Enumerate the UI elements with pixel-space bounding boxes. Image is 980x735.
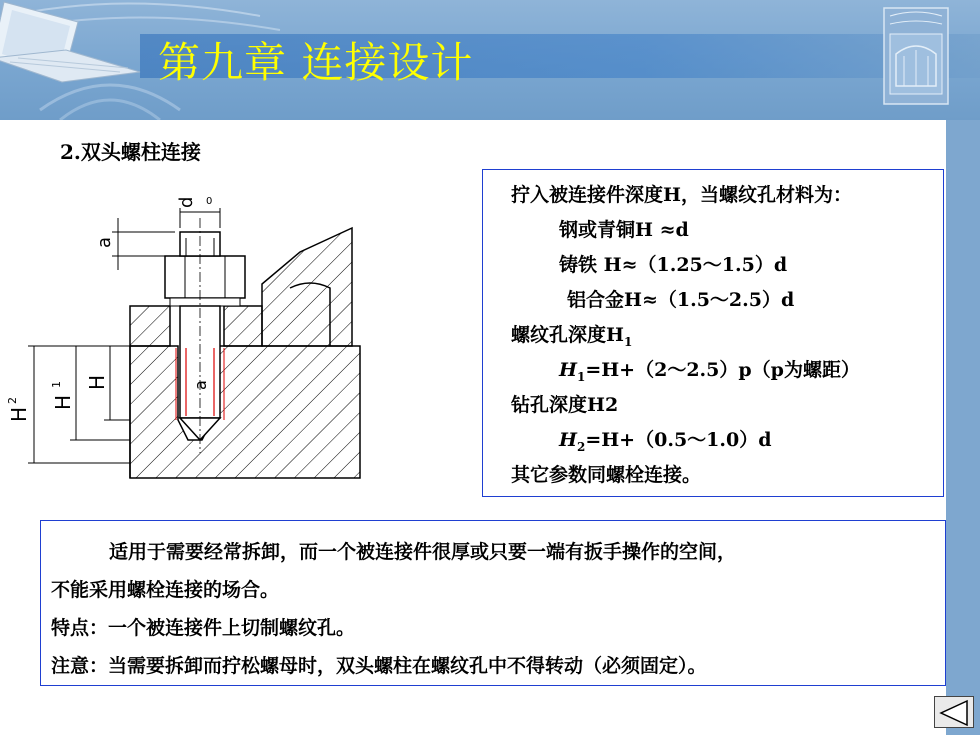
label-H2: H (7, 406, 31, 422)
box1-line-4: 铝合金H≈（1.5～2.5）d (567, 289, 795, 311)
box1-line-6 (511, 353, 943, 388)
box1-line-5 (511, 318, 943, 353)
label-d0: d (176, 196, 197, 208)
box2-line-2: 不能采用螺栓连接的场合。 (51, 579, 280, 601)
label-a-inner: a (191, 380, 210, 390)
box1-line-1: 拧入被连接件深度H，当螺纹孔材料为： (511, 184, 852, 206)
previous-slide-triangle-icon (935, 697, 975, 729)
box1-line-8-sub: 2 (576, 439, 586, 454)
header-decoration (0, 0, 980, 120)
box2-line-1: 适用于需要经常拆卸，而一个被连接件很厚或只要一端有扳手操作的空间， (109, 541, 737, 563)
stud-connection-drawing (0, 178, 380, 498)
label-H: H (85, 374, 109, 390)
box1-line-6-c: =H+（2～2.5）p（p为螺距） (585, 359, 860, 381)
box1-line-5-sub: 1 (623, 334, 633, 349)
box2-line-3: 特点：一个被连接件上切制螺纹孔。 (51, 617, 356, 639)
box1-line-6-a: H (559, 359, 577, 381)
box2-line-4: 注意：当需要拆卸而拧松螺母时，双头螺柱在螺纹孔中不得转动（必须固定）。 (51, 655, 707, 677)
university-logo (882, 6, 950, 106)
label-H1-sub: 1 (50, 381, 63, 388)
label-d0-sub: 0 (206, 196, 213, 207)
box1-line-6-sub: 1 (576, 369, 586, 384)
usage-notes-box (40, 520, 946, 686)
box1-line-8-c: =H+（0.5～1.0）d (585, 429, 772, 451)
chapter-title: 第九章 连接设计 (158, 38, 474, 87)
section-title: 2.双头螺柱连接 (60, 140, 201, 164)
box1-line-9: 其它参数同螺栓连接。 (511, 464, 702, 486)
box1-line-8-a: H (559, 429, 577, 451)
label-a: a (94, 236, 115, 248)
box1-line-7: 钻孔深度H2 (511, 394, 619, 416)
label-H1: H (51, 394, 75, 410)
previous-slide-button[interactable] (934, 696, 974, 728)
header-band (0, 0, 980, 120)
depth-info-box (482, 169, 944, 497)
box1-line-3: 铸铁 H≈（1.25～1.5）d (559, 254, 788, 276)
label-H2-sub: 2 (6, 397, 19, 404)
laptop-icon (0, 2, 140, 82)
box1-line-2: 钢或青铜H ≈d (559, 219, 689, 241)
box1-line-5-text: 螺纹孔深度H (511, 324, 624, 346)
box1-line-8 (511, 423, 943, 458)
